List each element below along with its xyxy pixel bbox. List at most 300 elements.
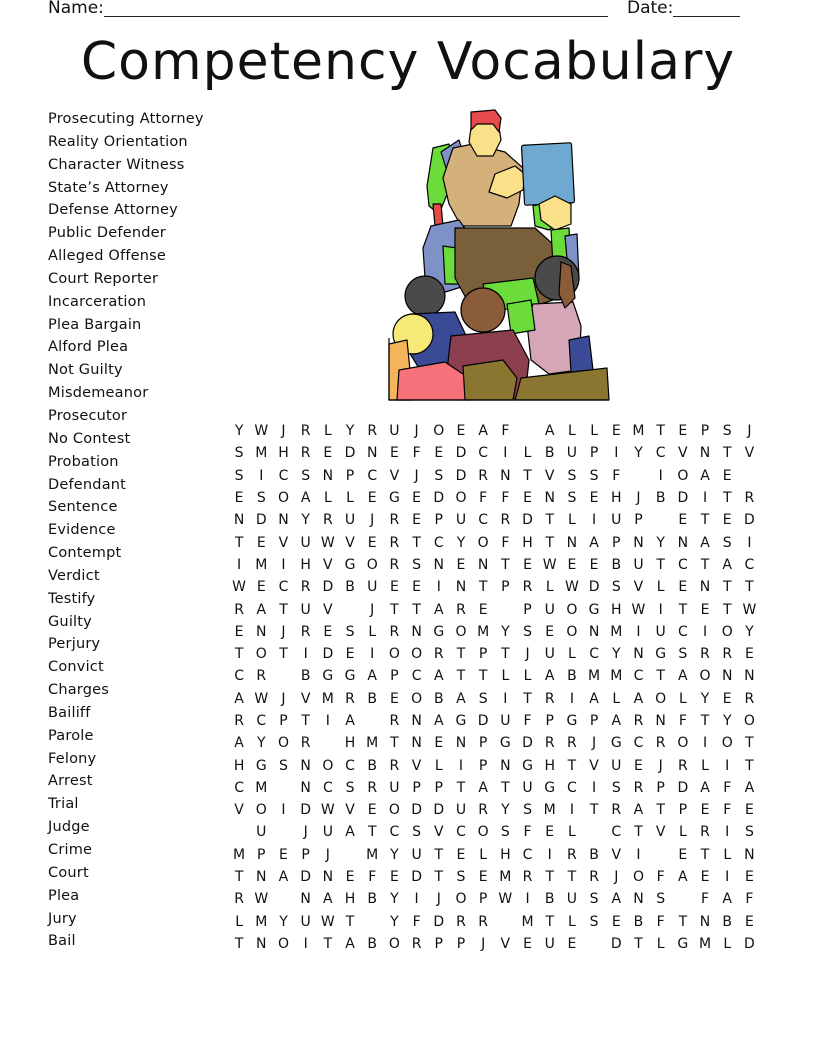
grid-cell[interactable]: F bbox=[523, 713, 532, 729]
grid-cell[interactable]: T bbox=[545, 512, 554, 529]
grid-cell[interactable]: C bbox=[456, 824, 466, 841]
grid-cell[interactable]: L bbox=[678, 690, 687, 707]
grid-cell[interactable]: E bbox=[323, 445, 333, 462]
grid-cell[interactable]: H bbox=[611, 490, 622, 507]
grid-cell[interactable]: E bbox=[389, 579, 399, 596]
grid-cell[interactable]: T bbox=[700, 713, 710, 729]
grid-cell[interactable]: O bbox=[277, 735, 289, 752]
grid-cell[interactable]: N bbox=[699, 579, 711, 596]
grid-cell[interactable]: E bbox=[523, 556, 532, 573]
grid-cell[interactable]: I bbox=[281, 556, 286, 573]
grid-cell[interactable]: Y bbox=[612, 646, 621, 663]
grid-cell[interactable]: D bbox=[322, 646, 334, 663]
grid-cell[interactable]: T bbox=[501, 779, 510, 796]
grid-cell[interactable]: C bbox=[478, 512, 489, 529]
grid-cell[interactable]: O bbox=[699, 668, 711, 685]
grid-cell[interactable]: F bbox=[412, 445, 421, 462]
grid-cell[interactable]: E bbox=[567, 556, 577, 573]
grid-cell[interactable]: D bbox=[610, 935, 622, 952]
grid-cell[interactable]: U bbox=[411, 846, 422, 863]
grid-cell[interactable]: S bbox=[656, 891, 666, 908]
grid-cell[interactable]: J bbox=[592, 735, 597, 752]
grid-cell[interactable]: P bbox=[589, 445, 599, 462]
grid-cell[interactable]: J bbox=[281, 623, 286, 640]
grid-cell[interactable]: C bbox=[567, 779, 577, 796]
grid-cell[interactable]: N bbox=[588, 623, 600, 640]
grid-cell[interactable]: I bbox=[569, 690, 574, 707]
grid-cell[interactable]: R bbox=[744, 490, 755, 507]
grid-cell[interactable]: E bbox=[678, 512, 688, 529]
grid-cell[interactable]: A bbox=[300, 490, 311, 507]
grid-cell[interactable]: U bbox=[522, 779, 533, 796]
grid-cell[interactable]: R bbox=[611, 802, 622, 819]
grid-cell[interactable]: S bbox=[722, 534, 732, 551]
grid-cell[interactable]: P bbox=[612, 534, 621, 551]
grid-cell[interactable]: V bbox=[411, 757, 422, 774]
grid-cell[interactable]: B bbox=[633, 913, 644, 930]
grid-cell[interactable]: E bbox=[478, 869, 488, 886]
grid-cell[interactable]: E bbox=[412, 490, 422, 507]
grid-cell[interactable]: C bbox=[367, 467, 378, 484]
grid-cell[interactable]: E bbox=[744, 646, 754, 663]
grid-cell[interactable]: L bbox=[590, 423, 598, 440]
grid-cell[interactable]: A bbox=[478, 779, 488, 796]
grid-cell[interactable]: Y bbox=[279, 913, 288, 930]
grid-cell[interactable]: C bbox=[677, 623, 688, 640]
grid-cell[interactable]: C bbox=[655, 445, 666, 462]
grid-cell[interactable]: R bbox=[389, 556, 400, 573]
grid-cell[interactable]: L bbox=[568, 824, 576, 841]
grid-cell[interactable]: I bbox=[636, 623, 641, 640]
grid-cell[interactable]: G bbox=[433, 623, 445, 640]
grid-cell[interactable]: R bbox=[389, 534, 400, 551]
grid-cell[interactable]: N bbox=[655, 713, 666, 729]
grid-cell[interactable]: R bbox=[589, 869, 599, 886]
grid-cell[interactable]: R bbox=[234, 713, 244, 729]
grid-cell[interactable]: H bbox=[544, 757, 555, 774]
grid-cell[interactable]: F bbox=[678, 713, 687, 729]
grid-cell[interactable]: O bbox=[655, 690, 667, 707]
grid-cell[interactable]: E bbox=[367, 490, 377, 507]
grid-cell[interactable]: O bbox=[322, 757, 334, 774]
grid-cell[interactable]: I bbox=[702, 735, 708, 752]
grid-cell[interactable]: S bbox=[301, 467, 311, 484]
grid-cell[interactable]: N bbox=[256, 623, 267, 640]
grid-cell[interactable]: O bbox=[388, 935, 400, 952]
grid-cell[interactable]: V bbox=[544, 467, 555, 484]
grid-cell[interactable]: M bbox=[499, 869, 512, 886]
grid-cell[interactable]: I bbox=[725, 869, 730, 886]
grid-cell[interactable]: D bbox=[744, 512, 755, 529]
grid-cell[interactable]: G bbox=[344, 556, 356, 573]
grid-cell[interactable]: S bbox=[722, 423, 732, 440]
grid-cell[interactable]: E bbox=[478, 601, 488, 618]
grid-cell[interactable]: H bbox=[522, 534, 533, 551]
grid-cell[interactable]: L bbox=[346, 490, 354, 507]
grid-cell[interactable]: F bbox=[612, 467, 621, 484]
grid-cell[interactable]: I bbox=[503, 445, 508, 462]
grid-cell[interactable]: C bbox=[589, 646, 599, 663]
grid-cell[interactable]: C bbox=[256, 713, 267, 729]
grid-cell[interactable]: O bbox=[566, 623, 578, 640]
grid-cell[interactable]: N bbox=[256, 935, 267, 952]
grid-cell[interactable]: R bbox=[544, 690, 555, 707]
grid-cell[interactable]: R bbox=[322, 512, 333, 529]
grid-cell[interactable]: I bbox=[658, 467, 663, 484]
grid-cell[interactable]: D bbox=[455, 445, 467, 462]
grid-cell[interactable]: U bbox=[633, 556, 644, 573]
grid-cell[interactable]: M bbox=[521, 913, 534, 930]
grid-cell[interactable]: P bbox=[634, 512, 643, 529]
grid-cell[interactable]: F bbox=[412, 913, 421, 930]
grid-cell[interactable]: C bbox=[433, 534, 444, 551]
grid-cell[interactable]: W bbox=[254, 690, 269, 707]
grid-cell[interactable]: I bbox=[702, 623, 708, 640]
grid-cell[interactable]: L bbox=[368, 623, 377, 640]
grid-cell[interactable]: E bbox=[412, 579, 422, 596]
grid-cell[interactable]: O bbox=[277, 935, 289, 952]
grid-cell[interactable]: A bbox=[456, 690, 466, 707]
grid-cell[interactable]: T bbox=[501, 646, 510, 663]
grid-cell[interactable]: T bbox=[678, 601, 688, 618]
grid-cell[interactable]: T bbox=[434, 869, 444, 886]
grid-cell[interactable]: D bbox=[433, 490, 445, 507]
grid-cell[interactable]: E bbox=[545, 623, 555, 640]
grid-cell[interactable]: Y bbox=[656, 534, 665, 551]
grid-cell[interactable]: C bbox=[234, 779, 244, 796]
grid-cell[interactable]: R bbox=[234, 891, 244, 908]
grid-cell[interactable]: C bbox=[522, 846, 533, 863]
grid-cell[interactable]: T bbox=[722, 601, 732, 618]
grid-cell[interactable]: L bbox=[323, 490, 332, 507]
grid-cell[interactable]: E bbox=[744, 913, 754, 930]
grid-cell[interactable]: F bbox=[479, 490, 488, 507]
grid-cell[interactable]: T bbox=[301, 713, 310, 729]
grid-cell[interactable]: A bbox=[700, 467, 710, 484]
grid-cell[interactable]: I bbox=[658, 601, 663, 618]
grid-cell[interactable]: J bbox=[414, 467, 419, 484]
grid-cell[interactable]: V bbox=[345, 802, 355, 819]
grid-cell[interactable]: G bbox=[255, 757, 267, 774]
grid-cell[interactable]: P bbox=[501, 579, 510, 596]
grid-cell[interactable]: E bbox=[722, 467, 732, 484]
grid-cell[interactable]: E bbox=[678, 579, 688, 596]
grid-cell[interactable]: E bbox=[256, 579, 266, 596]
grid-cell[interactable]: J bbox=[747, 423, 752, 440]
grid-cell[interactable]: B bbox=[345, 579, 355, 596]
grid-cell[interactable]: A bbox=[256, 601, 267, 618]
grid-cell[interactable]: E bbox=[611, 913, 621, 930]
grid-cell[interactable]: L bbox=[612, 690, 621, 707]
grid-cell[interactable]: L bbox=[523, 668, 532, 685]
grid-cell[interactable]: G bbox=[544, 779, 556, 796]
grid-cell[interactable]: D bbox=[322, 579, 334, 596]
grid-cell[interactable]: T bbox=[234, 534, 244, 551]
grid-cell[interactable]: H bbox=[500, 846, 511, 863]
grid-cell[interactable]: N bbox=[455, 579, 467, 596]
grid-cell[interactable]: V bbox=[323, 556, 333, 573]
grid-cell[interactable]: G bbox=[655, 646, 667, 663]
grid-cell[interactable]: C bbox=[611, 824, 622, 841]
grid-cell[interactable]: T bbox=[434, 846, 444, 863]
grid-cell[interactable]: W bbox=[742, 601, 757, 618]
grid-cell[interactable]: R bbox=[633, 713, 644, 729]
grid-cell[interactable]: G bbox=[610, 735, 622, 752]
grid-cell[interactable]: B bbox=[544, 445, 555, 462]
grid-cell[interactable]: O bbox=[477, 534, 489, 551]
grid-cell[interactable]: B bbox=[722, 913, 733, 930]
grid-cell[interactable]: P bbox=[478, 757, 488, 774]
grid-cell[interactable]: Y bbox=[257, 735, 266, 752]
grid-cell[interactable]: N bbox=[455, 735, 467, 752]
grid-cell[interactable]: J bbox=[636, 490, 641, 507]
grid-cell[interactable]: A bbox=[611, 713, 622, 729]
grid-cell[interactable]: U bbox=[389, 423, 400, 440]
grid-cell[interactable]: A bbox=[478, 423, 488, 440]
grid-cell[interactable]: W bbox=[542, 556, 557, 573]
grid-cell[interactable]: N bbox=[500, 467, 511, 484]
grid-cell[interactable]: U bbox=[256, 824, 267, 841]
grid-cell[interactable]: D bbox=[411, 869, 422, 886]
grid-cell[interactable]: N bbox=[566, 534, 578, 551]
grid-cell[interactable]: T bbox=[501, 556, 510, 573]
grid-cell[interactable]: L bbox=[656, 935, 665, 952]
grid-cell[interactable]: E bbox=[389, 869, 399, 886]
grid-cell[interactable]: E bbox=[367, 802, 377, 819]
grid-cell[interactable]: E bbox=[434, 735, 444, 752]
grid-cell[interactable]: F bbox=[723, 779, 732, 796]
grid-cell[interactable]: E bbox=[700, 601, 710, 618]
grid-cell[interactable]: D bbox=[300, 802, 312, 819]
grid-cell[interactable]: H bbox=[344, 891, 356, 908]
grid-cell[interactable]: T bbox=[478, 668, 488, 685]
grid-cell[interactable]: S bbox=[456, 869, 466, 886]
grid-cell[interactable]: C bbox=[677, 556, 688, 573]
date-field-line[interactable] bbox=[673, 16, 740, 17]
grid-cell[interactable]: E bbox=[456, 556, 466, 573]
grid-cell[interactable]: B bbox=[589, 846, 599, 863]
grid-cell[interactable]: J bbox=[303, 824, 308, 841]
grid-cell[interactable]: A bbox=[700, 779, 710, 796]
grid-cell[interactable]: A bbox=[433, 713, 444, 729]
grid-cell[interactable]: N bbox=[366, 445, 378, 462]
grid-cell[interactable]: T bbox=[745, 579, 754, 596]
grid-cell[interactable]: F bbox=[723, 802, 732, 819]
grid-cell[interactable]: I bbox=[303, 935, 308, 952]
grid-cell[interactable]: R bbox=[700, 824, 710, 841]
grid-cell[interactable]: Y bbox=[390, 891, 399, 908]
grid-cell[interactable]: L bbox=[656, 579, 665, 596]
grid-cell[interactable]: A bbox=[433, 601, 444, 618]
grid-cell[interactable]: T bbox=[634, 935, 643, 952]
grid-cell[interactable]: S bbox=[412, 824, 422, 841]
grid-cell[interactable]: F bbox=[656, 869, 665, 886]
grid-cell[interactable]: A bbox=[722, 556, 732, 573]
grid-cell[interactable]: V bbox=[500, 935, 511, 952]
grid-cell[interactable]: R bbox=[567, 846, 577, 863]
grid-cell[interactable]: T bbox=[279, 601, 288, 618]
grid-cell[interactable]: E bbox=[611, 423, 621, 440]
grid-cell[interactable]: I bbox=[436, 579, 441, 596]
grid-cell[interactable]: O bbox=[743, 713, 755, 729]
grid-cell[interactable]: T bbox=[567, 869, 577, 886]
grid-cell[interactable]: R bbox=[744, 690, 755, 707]
grid-cell[interactable]: S bbox=[234, 467, 244, 484]
grid-cell[interactable]: J bbox=[370, 512, 375, 529]
grid-cell[interactable]: J bbox=[414, 423, 419, 440]
grid-cell[interactable]: O bbox=[277, 490, 289, 507]
grid-cell[interactable]: R bbox=[256, 668, 267, 685]
grid-cell[interactable]: W bbox=[320, 534, 335, 551]
grid-cell[interactable]: L bbox=[678, 824, 687, 841]
grid-cell[interactable]: D bbox=[522, 735, 533, 752]
grid-cell[interactable]: A bbox=[345, 713, 355, 729]
grid-cell[interactable]: A bbox=[589, 690, 599, 707]
grid-cell[interactable]: N bbox=[744, 846, 755, 863]
grid-cell[interactable]: N bbox=[544, 490, 555, 507]
grid-cell[interactable]: T bbox=[745, 757, 754, 774]
grid-cell[interactable]: Y bbox=[390, 846, 399, 863]
grid-cell[interactable]: O bbox=[721, 623, 733, 640]
grid-cell[interactable]: V bbox=[300, 690, 311, 707]
grid-cell[interactable]: P bbox=[301, 846, 310, 863]
grid-cell[interactable]: R bbox=[234, 601, 244, 618]
grid-cell[interactable]: S bbox=[434, 467, 444, 484]
grid-cell[interactable]: E bbox=[367, 534, 377, 551]
grid-cell[interactable]: R bbox=[367, 779, 378, 796]
grid-cell[interactable]: J bbox=[614, 869, 619, 886]
grid-cell[interactable]: R bbox=[677, 757, 688, 774]
grid-cell[interactable]: V bbox=[323, 601, 333, 618]
grid-cell[interactable]: L bbox=[568, 913, 576, 930]
grid-cell[interactable]: D bbox=[433, 913, 445, 930]
grid-cell[interactable]: P bbox=[523, 601, 532, 618]
grid-cell[interactable]: T bbox=[523, 690, 532, 707]
grid-cell[interactable]: E bbox=[678, 423, 688, 440]
grid-cell[interactable]: O bbox=[366, 556, 378, 573]
grid-cell[interactable]: N bbox=[411, 713, 422, 729]
grid-cell[interactable]: E bbox=[589, 490, 599, 507]
grid-cell[interactable]: T bbox=[456, 668, 466, 685]
grid-cell[interactable]: M bbox=[543, 802, 556, 819]
grid-cell[interactable]: L bbox=[701, 757, 709, 774]
grid-cell[interactable]: L bbox=[568, 646, 576, 663]
grid-cell[interactable]: T bbox=[700, 556, 710, 573]
grid-cell[interactable]: P bbox=[545, 713, 554, 729]
grid-cell[interactable]: O bbox=[388, 646, 400, 663]
grid-cell[interactable]: T bbox=[234, 646, 244, 663]
grid-cell[interactable]: P bbox=[345, 467, 355, 484]
grid-cell[interactable]: N bbox=[278, 512, 289, 529]
grid-cell[interactable]: W bbox=[254, 423, 269, 440]
grid-cell[interactable]: S bbox=[567, 467, 577, 484]
grid-cell[interactable]: U bbox=[500, 713, 511, 729]
grid-cell[interactable]: T bbox=[390, 601, 399, 618]
grid-cell[interactable]: Y bbox=[345, 423, 355, 440]
grid-cell[interactable]: E bbox=[456, 846, 466, 863]
grid-cell[interactable]: O bbox=[677, 467, 689, 484]
grid-cell[interactable]: W bbox=[564, 579, 579, 596]
grid-cell[interactable]: T bbox=[478, 579, 488, 596]
grid-cell[interactable]: G bbox=[322, 668, 334, 685]
grid-cell[interactable]: E bbox=[279, 846, 288, 863]
grid-cell[interactable]: T bbox=[656, 802, 665, 819]
grid-cell[interactable]: B bbox=[300, 668, 311, 685]
grid-cell[interactable]: M bbox=[632, 423, 645, 440]
grid-cell[interactable]: D bbox=[588, 579, 600, 596]
grid-cell[interactable]: N bbox=[744, 668, 755, 685]
grid-cell[interactable]: E bbox=[678, 846, 688, 863]
grid-cell[interactable]: S bbox=[589, 467, 599, 484]
grid-cell[interactable]: C bbox=[633, 735, 644, 752]
grid-cell[interactable]: R bbox=[411, 935, 422, 952]
grid-cell[interactable]: R bbox=[389, 623, 400, 640]
grid-cell[interactable]: A bbox=[589, 534, 599, 551]
grid-cell[interactable]: T bbox=[456, 779, 466, 796]
grid-cell[interactable]: N bbox=[322, 467, 334, 484]
grid-cell[interactable]: R bbox=[456, 601, 466, 618]
grid-cell[interactable]: L bbox=[723, 935, 732, 952]
grid-cell[interactable]: T bbox=[722, 579, 732, 596]
grid-cell[interactable]: U bbox=[455, 802, 467, 819]
grid-cell[interactable]: T bbox=[567, 757, 577, 774]
grid-cell[interactable]: I bbox=[547, 846, 552, 863]
grid-cell[interactable]: N bbox=[477, 556, 489, 573]
grid-cell[interactable]: E bbox=[345, 646, 355, 663]
grid-cell[interactable]: P bbox=[656, 779, 665, 796]
grid-cell[interactable]: T bbox=[634, 824, 643, 841]
grid-cell[interactable]: J bbox=[370, 601, 375, 618]
grid-cell[interactable]: G bbox=[566, 713, 578, 729]
grid-cell[interactable]: R bbox=[433, 646, 444, 663]
grid-cell[interactable]: E bbox=[634, 757, 643, 774]
grid-cell[interactable]: U bbox=[389, 779, 400, 796]
grid-cell[interactable]: A bbox=[611, 891, 622, 908]
grid-cell[interactable]: T bbox=[234, 869, 244, 886]
grid-cell[interactable]: R bbox=[567, 735, 577, 752]
grid-cell[interactable]: T bbox=[412, 601, 421, 618]
grid-cell[interactable]: A bbox=[678, 668, 688, 685]
grid-cell[interactable]: A bbox=[678, 869, 688, 886]
grid-cell[interactable]: N bbox=[300, 757, 311, 774]
grid-cell[interactable]: M bbox=[321, 690, 334, 707]
grid-cell[interactable]: O bbox=[255, 802, 267, 819]
grid-cell[interactable]: B bbox=[611, 556, 622, 573]
grid-cell[interactable]: H bbox=[344, 735, 356, 752]
grid-cell[interactable]: U bbox=[544, 935, 555, 952]
grid-cell[interactable]: S bbox=[345, 623, 355, 640]
grid-cell[interactable]: O bbox=[566, 601, 578, 618]
grid-cell[interactable]: S bbox=[279, 757, 288, 774]
grid-cell[interactable]: N bbox=[433, 556, 445, 573]
grid-cell[interactable]: N bbox=[300, 779, 311, 796]
grid-cell[interactable]: C bbox=[478, 445, 489, 462]
grid-cell[interactable]: R bbox=[700, 646, 710, 663]
grid-cell[interactable]: T bbox=[523, 467, 532, 484]
grid-cell[interactable]: I bbox=[458, 757, 464, 774]
grid-cell[interactable]: L bbox=[545, 579, 554, 596]
grid-cell[interactable]: T bbox=[367, 824, 377, 841]
grid-cell[interactable]: I bbox=[702, 490, 708, 507]
grid-cell[interactable]: I bbox=[503, 690, 508, 707]
grid-cell[interactable]: R bbox=[522, 579, 533, 596]
grid-cell[interactable]: J bbox=[525, 646, 530, 663]
grid-cell[interactable]: T bbox=[545, 534, 554, 551]
grid-cell[interactable]: O bbox=[477, 824, 489, 841]
grid-cell[interactable]: I bbox=[237, 556, 242, 573]
grid-cell[interactable]: F bbox=[501, 423, 510, 440]
grid-cell[interactable]: A bbox=[722, 891, 732, 908]
